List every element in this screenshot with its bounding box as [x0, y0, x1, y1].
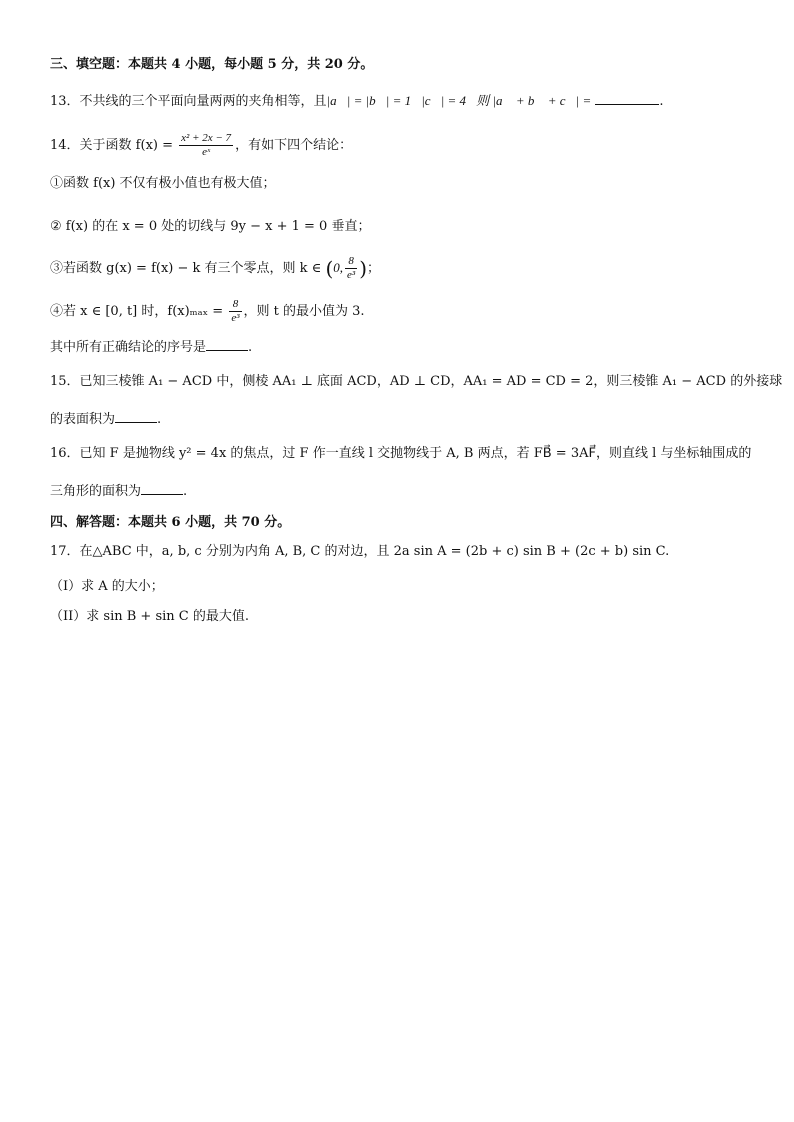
q14-statement-1: ①函数 f(x) 不仅有极小值也有极大值；: [50, 176, 276, 191]
q15-text: 已知三棱锥 A₁ − ACD 中，侧棱 AA₁ ⊥ 底面 ACD，AD ⊥ CD，AA₁ = AD = CD = 2，则三棱锥 A₁ − ACD 的外接球: [79, 374, 783, 389]
q14-statement-4: [50, 298, 365, 325]
q14-s3-frac-numerator: 8: [345, 255, 357, 269]
q13-end: .: [659, 94, 664, 109]
q14-s3-open-paren: (: [325, 256, 334, 281]
q14-statement-2: ② f(x) 的在 x = 0 处的切线与 9y − x + 1 = 0 垂直；: [50, 219, 371, 234]
q13-number: 13．: [50, 94, 80, 109]
q16-answer-blank[interactable]: [141, 482, 183, 495]
q15-number: 15．: [50, 374, 80, 389]
q16-text-2: 三角形的面积为: [50, 484, 142, 499]
q16-text: 已知 F 是抛物线 y² = 4x 的焦点，过 F 作一直线 l 交抛物线于 A, B 两点，若 FB⃗ = 3AF⃗，则直线 l 与坐标轴围成的: [79, 446, 752, 461]
question-16-line-2: [50, 482, 187, 501]
q14-answer-blank[interactable]: [206, 338, 248, 351]
q14-s3-end: ；: [367, 261, 381, 276]
q14-statement-3: [50, 255, 380, 282]
q14-s3-fraction: [345, 255, 357, 282]
q14-frac-numerator: x² + 2x − 7: [181, 132, 232, 144]
question-15-line-2: [50, 410, 161, 429]
q17-part-2: （II）求 sin B + sin C 的最大值.: [50, 609, 249, 624]
q14-s3-frac-denominator: e³: [347, 269, 356, 281]
q16-end: .: [183, 484, 188, 499]
q13-answer-blank[interactable]: [595, 92, 659, 105]
question-14: [50, 132, 352, 159]
q14-s4-fraction: [229, 298, 241, 325]
q14-ask-end: .: [248, 340, 253, 355]
q14-tail: ，有如下四个结论：: [235, 138, 353, 153]
q14-s3-text: ③若函数 g(x) = f(x) − k 有三个零点，则 k ∈: [50, 261, 322, 276]
q15-answer-blank[interactable]: [115, 410, 157, 423]
q14-ask: [50, 338, 252, 357]
question-16: [50, 445, 751, 463]
section-4-heading: 四、解答题：本题共 6 小题，共 70 分。: [50, 515, 291, 530]
q17-text: 在△ABC 中，a, b, c 分别为内角 A, B, C 的对边，且 2a sin A = (2b + c) sin B + (2c + b) sin C.: [79, 544, 670, 559]
q17-number: 17．: [50, 544, 80, 559]
question-13: [50, 92, 664, 111]
q14-number: 14．: [50, 138, 80, 153]
question-15: [50, 373, 782, 391]
q16-number: 16．: [50, 446, 80, 461]
q13-math: |a⃗| = |b⃗| = 1，|c⃗| = 4．则 |a⃗ + b⃗ + c⃗| =: [326, 93, 592, 108]
q17-part-1: （I）求 A 的大小；: [50, 579, 164, 594]
q15-text-2: 的表面积为: [50, 412, 116, 427]
q14-intro: 关于函数 f(x) =: [79, 138, 173, 153]
q14-frac-denominator: eˣ: [202, 146, 211, 158]
q15-end: .: [157, 412, 162, 427]
section-3-heading: 三、填空题：本题共 4 小题，每小题 5 分，共 20 分。: [50, 57, 374, 72]
q14-s4-frac-denominator: e³: [231, 312, 240, 324]
q14-fraction: [179, 132, 233, 159]
q14-s4-end: ，则 t 的最小值为 3.: [243, 304, 365, 319]
q14-s4-frac-numerator: 8: [229, 298, 241, 312]
q14-s4-text: ④若 x ∈ [0, t] 时，f(x)ₘₐₓ =: [50, 304, 224, 319]
q14-s3-inner: 0,: [333, 260, 344, 275]
q14-s3-close-paren: ): [359, 256, 368, 281]
question-17: [50, 543, 669, 561]
q14-ask-text: 其中所有正确结论的序号是: [50, 340, 207, 355]
q13-text: 不共线的三个平面向量两两的夹角相等，且: [79, 94, 327, 109]
